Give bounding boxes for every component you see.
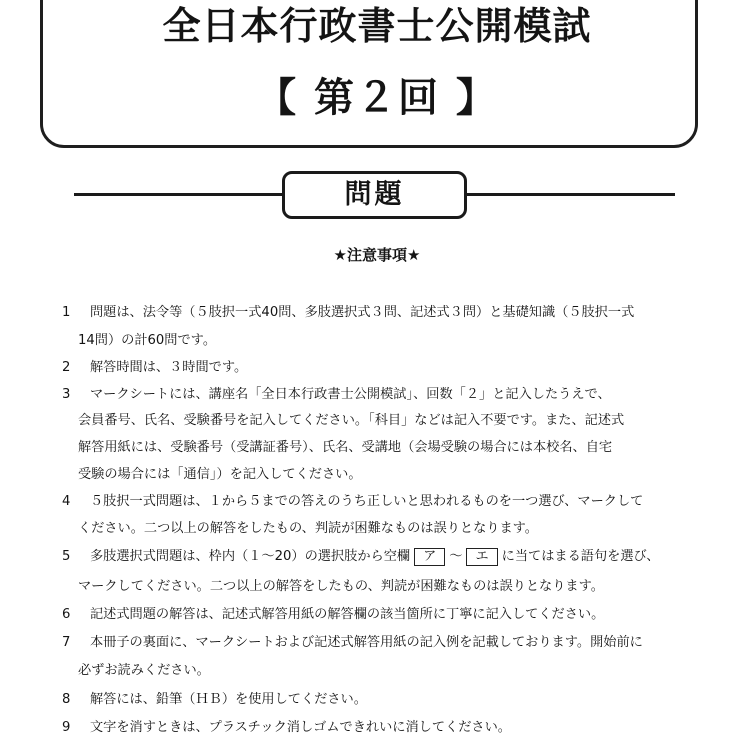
- note-9: [62, 719, 511, 737]
- note-text: マークシートには、講座名「全日本行政書士公開模試」、回数「２」と記入したうえで、: [90, 387, 611, 402]
- note-number: 9: [62, 720, 71, 735]
- note-text: 本冊子の裏面に、マークシートおよび記述式解答用紙の記入例を記載しております。開始前に: [90, 635, 643, 650]
- tilde: ～: [449, 549, 463, 564]
- note-5-continued: マークしてください。二つ以上の解答をしたもの、判読が困難なものは誤りとなります。: [78, 579, 604, 594]
- note-number: 5: [62, 549, 71, 564]
- note-number: 8: [62, 692, 71, 707]
- note-text: 問題は、法令等（５肢択一式40問、多肢選択式３問、記述式３問）と基礎知識（５肢択一式: [90, 305, 635, 320]
- note-number: 7: [62, 635, 71, 650]
- note-text: 解答には、鉛筆（ＨＢ）を使用してください。: [90, 692, 367, 707]
- note-3-continued: 受験の場合には「通信」）を記入してください。: [78, 467, 362, 482]
- note-text: に当てはまる語句を選び、: [501, 549, 660, 564]
- note-1: [62, 304, 634, 322]
- note-1-continued: 14問）の計60問です。: [78, 333, 217, 348]
- note-3-continued: 会員番号、氏名、受験番号を記入してください。「科目」などは記入不要です。また、記述式: [78, 413, 625, 428]
- note-6: [62, 606, 604, 624]
- note-4: [62, 493, 643, 511]
- note-3-continued: 解答用紙には、受験番号（受講証番号）、氏名、受講地（会場受験の場合には本校名、自宅: [78, 440, 613, 455]
- blank-box-a: ア: [414, 548, 445, 566]
- exam-round: 【 第２回 】: [256, 75, 498, 121]
- divider-left: [74, 193, 282, 196]
- note-number: 4: [62, 494, 71, 509]
- note-text: 記述式問題の解答は、記述式解答用紙の解答欄の該当箇所に丁寧に記入してください。: [90, 607, 605, 622]
- note-4-continued: ください。二つ以上の解答をしたもの、判読が困難なものは誤りとなります。: [78, 521, 538, 536]
- note-number: 3: [62, 387, 71, 402]
- note-7-continued: 必ずお読みください。: [78, 663, 210, 678]
- note-number: 6: [62, 607, 71, 622]
- note-text: 多肢選択式問題は、枠内（１～20）の選択肢から空欄: [90, 549, 411, 564]
- note-5: [62, 548, 659, 566]
- blank-box-e: エ: [466, 548, 497, 566]
- note-text: ５肢択一式問題は、１から５までの答えのうち正しいと思われるものを一つ選び、マークして: [90, 494, 644, 509]
- note-7: [62, 634, 643, 652]
- note-text: 文字を消すときは、プラスチック消しゴムできれいに消してください。: [90, 720, 511, 735]
- exam-title: 全日本行政書士公開模試: [162, 4, 592, 48]
- notice-heading: ★注意事項★: [333, 246, 421, 264]
- divider-right: [467, 193, 675, 196]
- note-2: [62, 359, 247, 377]
- note-number: 2: [62, 360, 71, 375]
- section-label: 問題: [282, 171, 467, 219]
- note-text: 解答時間は、３時間です。: [90, 360, 248, 375]
- note-8: [62, 691, 367, 709]
- note-3: [62, 386, 611, 404]
- note-number: 1: [62, 305, 71, 320]
